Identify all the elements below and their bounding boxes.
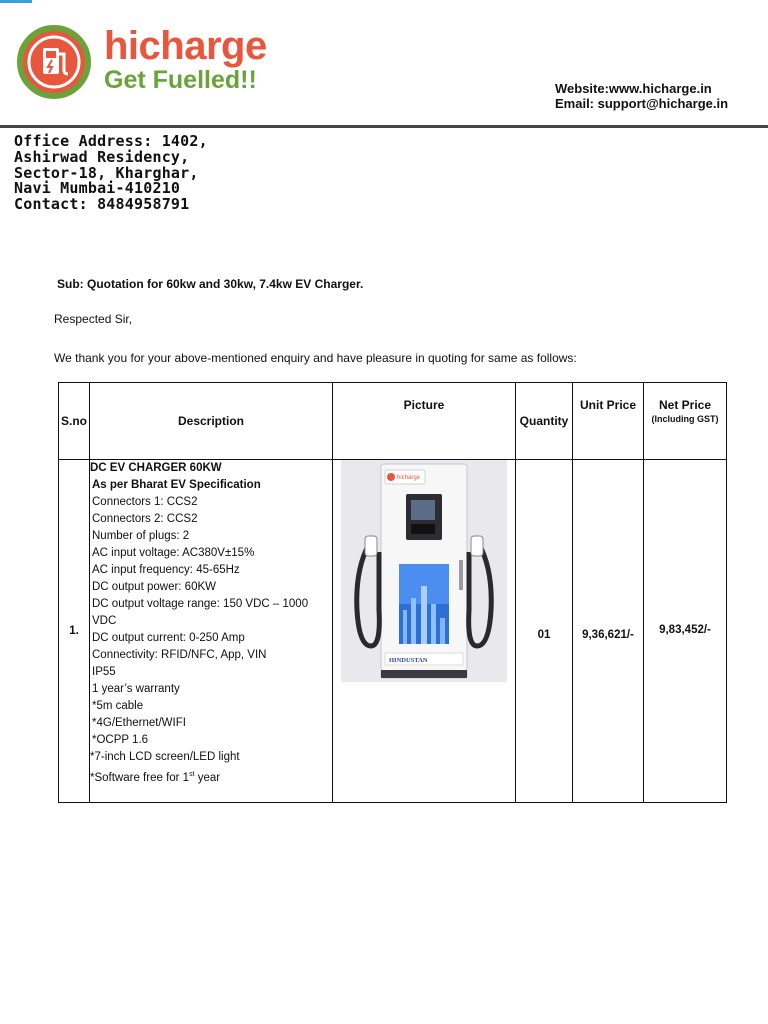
spec-line: *OCPP 1.6 — [92, 734, 149, 746]
row-net-price — [644, 460, 727, 803]
spec-text: year — [197, 771, 221, 784]
letter-salutation: Respected Sir, — [54, 312, 133, 326]
row-picture — [333, 460, 516, 803]
ev-charger-image — [341, 460, 507, 682]
unit-price-value: 9,36,621/- — [582, 629, 634, 641]
row-sno: 1. — [59, 460, 90, 803]
website-text: Website:www.hicharge.in — [555, 81, 712, 96]
spec-text: *Software free for 1 — [90, 771, 190, 784]
spec-line — [90, 766, 332, 787]
spec-line: Connectivity: RFID/NFC, App, VIN — [92, 649, 267, 661]
header-description: Description — [90, 383, 333, 460]
spec-line: *4G/Ethernet/WIFI — [92, 717, 186, 729]
contact-block — [555, 81, 728, 111]
spec-line: Connectors 2: CCS2 — [92, 513, 198, 525]
row-quantity — [516, 460, 573, 803]
spec-line: As per Bharat EV Specification — [92, 479, 261, 491]
header-picture: Picture — [333, 383, 516, 460]
header-net-price — [644, 383, 727, 460]
spec-line: DC output power: 60KW — [92, 581, 217, 593]
address-line: Office Address: 1402, — [14, 132, 208, 150]
spec-line: AC input frequency: 45-65Hz — [92, 564, 240, 576]
header-divider — [0, 125, 768, 128]
contact-line: Contact: 8484958791 — [14, 195, 190, 214]
spec-line: AC input voltage: AC380V±15% — [92, 547, 255, 559]
brand-tagline: Get Fuelled!! — [104, 66, 257, 94]
spec-line: DC output voltage range: 150 VDC – 1000 — [92, 598, 309, 610]
spec-line: *5m cable — [92, 700, 144, 712]
email-text: Email: support@hicharge.in — [555, 96, 729, 111]
letter-intro: We thank you for your above-mentioned enquiry and have pleasure in quoting for same as follows: — [54, 351, 577, 365]
header-unit-price: Unit Price — [573, 383, 644, 460]
net-price-value: 9,83,452/- — [659, 624, 711, 636]
hicharge-logo-icon — [16, 24, 92, 100]
row-unit-price — [573, 460, 644, 803]
spec-line: VDC — [92, 615, 117, 627]
office-address — [14, 134, 208, 213]
spec-line: *7-inch LCD screen/LED light — [90, 751, 240, 763]
letter-subject: Sub: Quotation for 60kw and 30kw, 7.4kw EV Charger. — [57, 277, 364, 291]
spec-superscript: st — [189, 771, 195, 778]
address-line: Sector-18, Kharghar, — [14, 163, 199, 182]
header-sno: S.no — [59, 383, 90, 460]
spec-line: DC output current: 0-250 Amp — [92, 632, 245, 644]
spec-line: 1 year’s warranty — [92, 683, 180, 695]
brand-block — [104, 24, 267, 94]
quotation-table — [58, 382, 727, 803]
spec-line: Connectors 1: CCS2 — [92, 496, 198, 508]
spec-line: DC EV CHARGER 60KW — [90, 462, 222, 474]
brand-name: hicharge — [104, 24, 267, 68]
spec-line: Number of plugs: 2 — [92, 530, 190, 542]
address-line: Ashirwad Residency, — [14, 147, 190, 166]
charger-logo-text: hicharge — [397, 475, 421, 481]
header-quantity: Quantity — [516, 383, 573, 460]
spec-line: IP55 — [92, 666, 116, 678]
table-header-row — [59, 383, 727, 460]
row-description — [90, 460, 333, 803]
net-price-note: (Including GST) — [651, 414, 719, 424]
quantity-value: 01 — [537, 629, 551, 641]
table-row — [59, 460, 727, 803]
letterhead — [0, 0, 768, 128]
address-line: Navi Mumbai-410210 — [14, 179, 181, 198]
charger-footer-text: HINDUSTAN — [389, 657, 428, 664]
net-price-label: Net Price — [658, 398, 712, 412]
